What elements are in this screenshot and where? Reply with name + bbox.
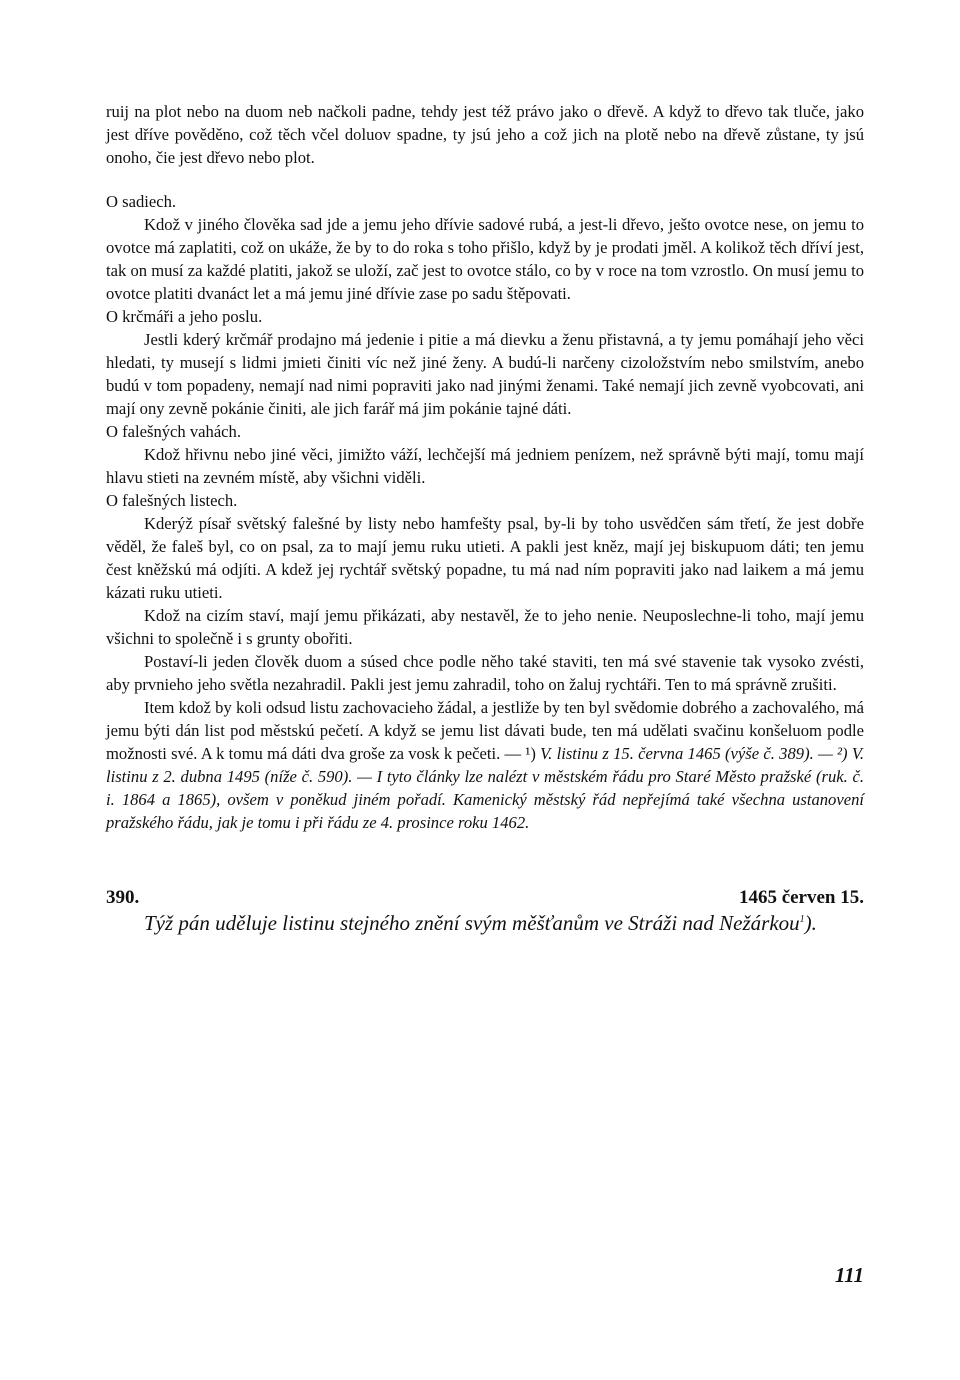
page-number: 111 (834, 1263, 864, 1287)
paragraph-listech-2: Kdož na cizím staví, mají jemu přikázati, aby nestavěl, že to jeho nenie. Neuposlechne-li toho, mají jemu všichni to společně i s grunty obořiti. (106, 606, 864, 648)
regest-end: ). (804, 911, 817, 935)
section-heading-vahach: O falešných vahách. (106, 422, 241, 441)
section-heading-krcmari: O krčmáři a jeho poslu. (106, 307, 263, 326)
paragraph-vahach: Kdož hřivnu nebo jiné věci, jimižto váží, lechčejší má jedniem penízem, než správně býti mají, tomu mají hlavu stieti na zevném místě, aby všichni viděli. (106, 445, 864, 487)
page-body (106, 100, 864, 937)
regest-text: Týž pán uděluje listinu stejného znění svým měšťanům ve Stráži nad Nežárkou (144, 911, 800, 935)
final-paragraph-text: Item kdož by koli odsud listu zachovacieho žádal, a jestliže by ten byl svědomie dobrého a zachovalého, má jemu býti dán list pod městskú pečetí. A když se jemu list dávati bude, ten má udělati svačinu konšeluom podle možnosti své. A k tomu má dáti dva groše za vosk k pečeti. — ¹) (106, 698, 864, 763)
entry-regest (106, 909, 864, 937)
section-heading-sadiech: O sadiech. (106, 192, 177, 211)
footnotes: V. listinu z 15. června 1465 (výše č. 389). — ²) V. listinu z 2. dubna 1495 (níže č. 590). — I tyto články lze nalézt v městském řádu pro Staré Město pražské (ruk. č. i. 1864 a 1865), ovšem v poněkud jiném pořadí. Kamenický městský řád nepřejímá také všechna ustanovení pražského řádu, jak je tomu i při řádu ze 4. prosince roku 1462. (106, 744, 864, 832)
paragraph-listech-3: Postaví-li jeden člověk duom a súsed chce podle něho také staviti, ten má své stavenie tak vysoko zvésti, aby prvnieho jeho světla nezahradil. Pakli jest jemu zahradil, toho on žaluj rychtáři. Ten to má správně zrušiti. (106, 652, 864, 694)
section-heading-listech: O falešných listech. (106, 491, 238, 510)
paragraph-listech-1: Kderýž písař světský falešné by listy nebo hamfešty psal, by-li by toho usvědčen sám třetí, že jest dobře věděl, že faleš byl, co on psal, za to mají jemu ruku utieti. A pakli jest kněz, mají jej biskupuom dáti; ten jemu čest kněžskú má odjíti. A kdež jej rychtář světský popadne, tu má nad ním popraviti jako nad laikem a má jemu kázati ruku utieti. (106, 514, 864, 602)
entry-number: 390. (106, 887, 140, 908)
paragraph-sadiech: Kdož v jiného člověka sad jde a jemu jeho dřívie sadové rubá, a jest-li dřevo, ješto ovotce nese, on jemu to ovotce má zaplatiti, což on ukáže, že by to do roka s toho přišlo, když by je prodati jměl. A kolikož těch dříví jest, tak on musí za každé platiti, jakož se uloží, zač jest to ovotce stálo, co by v roce na tom vzrostlo. On musí jemu to ovotce platiti dvanáct let a má jemu jiné dřívie zase po sadu štěpovati. (106, 215, 864, 303)
regest-note-ref: 1 (799, 914, 805, 925)
intro-paragraph: ruij na plot nebo na duom neb načkoli padne, tehdy jest též právo jako o dřevě. A když to dřevo tak tluče, jako jest dříve pověděno, což těch včel doluov spadne, ty jsú jeho a což jich na plotě nebo na dřevě zůstane, ty jsú onoho, čie jest dřevo nebo plot. (106, 102, 864, 167)
entry-date: 1465 červen 15. (738, 887, 864, 908)
paragraph-krcmari: Jestli kderý krčmář prodajno má jedenie i pitie a má dievku a ženu přistavná, a ty jemu pomáhají jeho věci hledati, ty musejí s lidmi jmieti činiti víc než jiné ženy. A budú-li narčeny cizoložstvím nebo smilstvím, anebo budú v tom popadeny, nemají nad nimi popraviti jako nad jinými ženami. Také nemají jich zevně vyobcovati, ani mají ony zevně pokánie činiti, ale jich farář má jim pokánie tajné dáti. (106, 330, 864, 418)
final-paragraph (106, 696, 864, 834)
entry-header (106, 886, 864, 909)
